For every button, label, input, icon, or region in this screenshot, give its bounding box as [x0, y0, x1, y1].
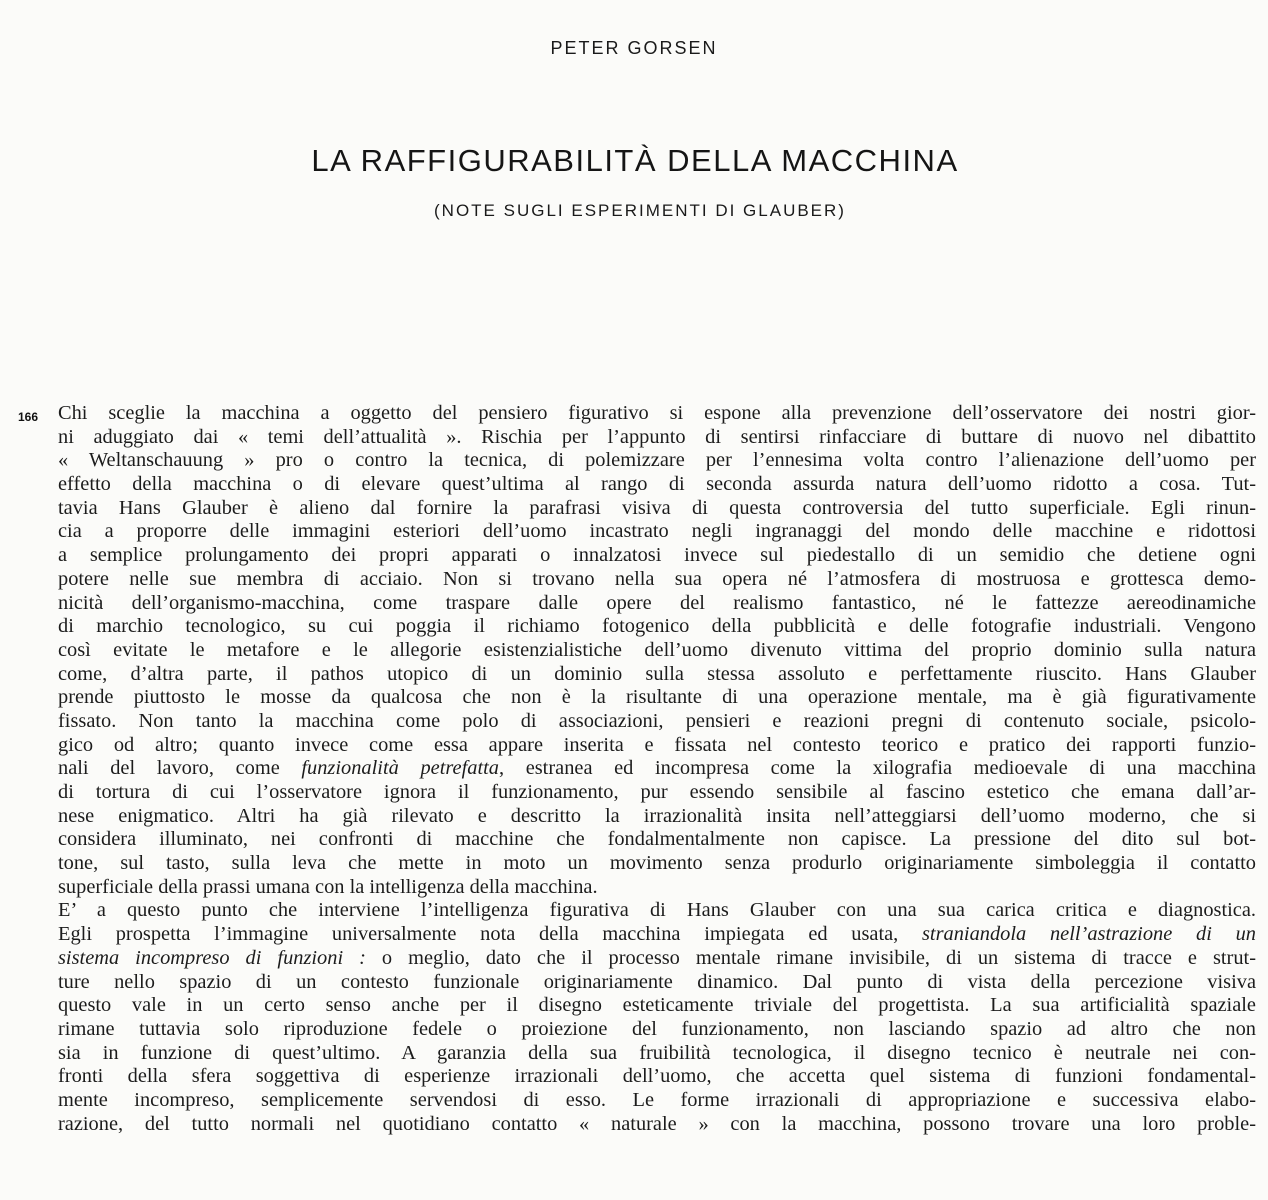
text-line: fronti della sfera soggettiva di esperienze irrazionali dell’uomo, che accetta quel sistema di funzioni fondamental- [58, 1065, 1256, 1088]
text-line: ture nello spazio di un contesto funzionale originariamente dinamico. Dal punto di vista della percezione visiva [58, 970, 1256, 993]
text-line: questo vale in un certo senso anche per il disegno esteticamente triviale del progettista. La sua artificialità spaziale [58, 994, 1256, 1017]
text-line: di tortura di cui l’osservatore ignora il funzionamento, pur essendo sensibile al fascino estetico che emana dall’ar- [58, 781, 1256, 803]
text-line: potere nelle sue membra di acciaio. Non si trovano nella sua opera né l’atmosfera di mostruosa e grottesca demo- [58, 567, 1256, 590]
text-line: razione, del tutto normali nel quotidiano contatto « naturale » con la macchina, possono trovare una loro proble- [58, 1112, 1256, 1135]
article-title: LA RAFFIGURABILITÀ DELLA MACCHINA [311, 143, 959, 178]
article-body [58, 402, 1256, 1136]
text-line: nicità dell’organismo-macchina, come traspare dalle opere del realismo fantastico, né le fattezze aereodinamiche [58, 591, 1256, 614]
text-line [58, 923, 1256, 947]
text-line: Chi sceglie la macchina a oggetto del pensiero figurativo si espone alla prevenzione dell’osservatore dei nostri gior- [58, 402, 1256, 424]
page-number: 166 [18, 410, 39, 424]
article-subtitle: (NOTE SUGLI ESPERIMENTI DI GLAUBER) [434, 201, 846, 220]
text-line: a semplice prolungamento dei propri apparati o innalzatosi invece sul piedestallo di un semidio che detiene ogni [58, 544, 1256, 567]
author-name: PETER GORSEN [550, 38, 718, 58]
text-line: tavia Hans Glauber è alieno dal fornire la parafrasi visiva di questa controversia del tutto superficiale. Egli rinun- [58, 496, 1256, 519]
text-line: di marchio tecnologico, su cui poggia il richiamo fotogenico della pubblicità e delle fotografie industriali. Vengono [58, 615, 1256, 638]
text-line: prende piuttosto le mosse da qualcosa che non è la risultante di una operazione mentale, ma è già figurativamente [58, 686, 1256, 709]
text-line: ni aduggiato dai « temi dell’attualità ». Rischia per l’appunto di sentirsi rinfacciare di buttare di nuovo nel dibattito [58, 425, 1256, 448]
text-line: considera illuminato, nei confronti di macchine che fondalmentalmente non capisce. La pressione del dito sul bot- [58, 828, 1256, 851]
text-line: tone, sul tasto, sulla leva che mette in moto un movimento senza produrlo originariamente simboleggia il contatto [58, 852, 1256, 875]
text-line: cia a proporre delle immagini esteriori dell’uomo incastrato negli ingranaggi del mondo delle macchine e ridottosi [58, 520, 1256, 543]
text-line: rimane tuttavia solo riproduzione fedele o proiezione del funzionamento, non lasciando spazio ad altro che non [58, 1017, 1256, 1040]
text-run: Egli prospetta l’immagine universalmente nota della macchina impiegata ed usata, [58, 923, 922, 946]
text-line: mente incompreso, semplicemente servendosi di esso. Le forme irrazionali di appropriazione e successiva elabo- [58, 1088, 1256, 1111]
text-line: come, d’altra parte, il pathos utopico di un dominio sulla stessa assoluto e perfettamente riuscito. Hans Glauber [58, 662, 1256, 685]
text-line: superficiale della prassi umana con la intelligenza della macchina. [58, 875, 598, 898]
text-line: gico od altro; quanto invece come essa appare inserita e fissata nel contesto teorico e pratico dei rapporti funzio- [58, 733, 1256, 756]
text-line: effetto della macchina o di elevare quest’ultima al rango di seconda assurda natura dell’uomo ridotto a cosa. Tut- [58, 473, 1256, 496]
text-run: nali del lavoro, come [58, 757, 302, 780]
text-line: fissato. Non tanto la macchina come polo di associazioni, pensieri e reazioni pregni di contenuto sociale, psicolo- [58, 709, 1256, 732]
text-line: « Weltanschauung » pro o contro la tecnica, di polemizzare per l’ennesima volta contro l’alienazione dell’uomo per [58, 449, 1256, 472]
text-run: , estranea ed incompresa come la xilografia medioevale di una macchina [498, 757, 1256, 780]
italic-phrase: sistema incompreso di funzioni : [58, 946, 366, 969]
text-line: così evitate le metafore e le allegorie esistenzialistiche dell’uomo divenuto vittima del proprio dominio sulla natura [58, 638, 1256, 661]
text-line: sia in funzione di quest’ultimo. A garanzia della sua fruibilità tecnologica, il disegno tecnico è neutrale nei con- [58, 1041, 1256, 1064]
text-line [58, 947, 1256, 971]
text-line: nese enigmatico. Altri ha già rilevato e descritto la irrazionalità insita nell’atteggiarsi dell’uomo moderno, che si [58, 804, 1256, 827]
text-line: E’ a questo punto che interviene l’intelligenza figurativa di Hans Glauber con una sua carica critica e diagnostica. [58, 899, 1256, 922]
italic-phrase: straniandola nell’astrazione di un [922, 923, 1256, 946]
text-run: o meglio, dato che il processo mentale rimane invisibile, di un sistema di tracce e strut- [365, 946, 1256, 969]
italic-phrase: funzionalità petrefatta [301, 757, 499, 780]
text-line [58, 757, 1256, 781]
